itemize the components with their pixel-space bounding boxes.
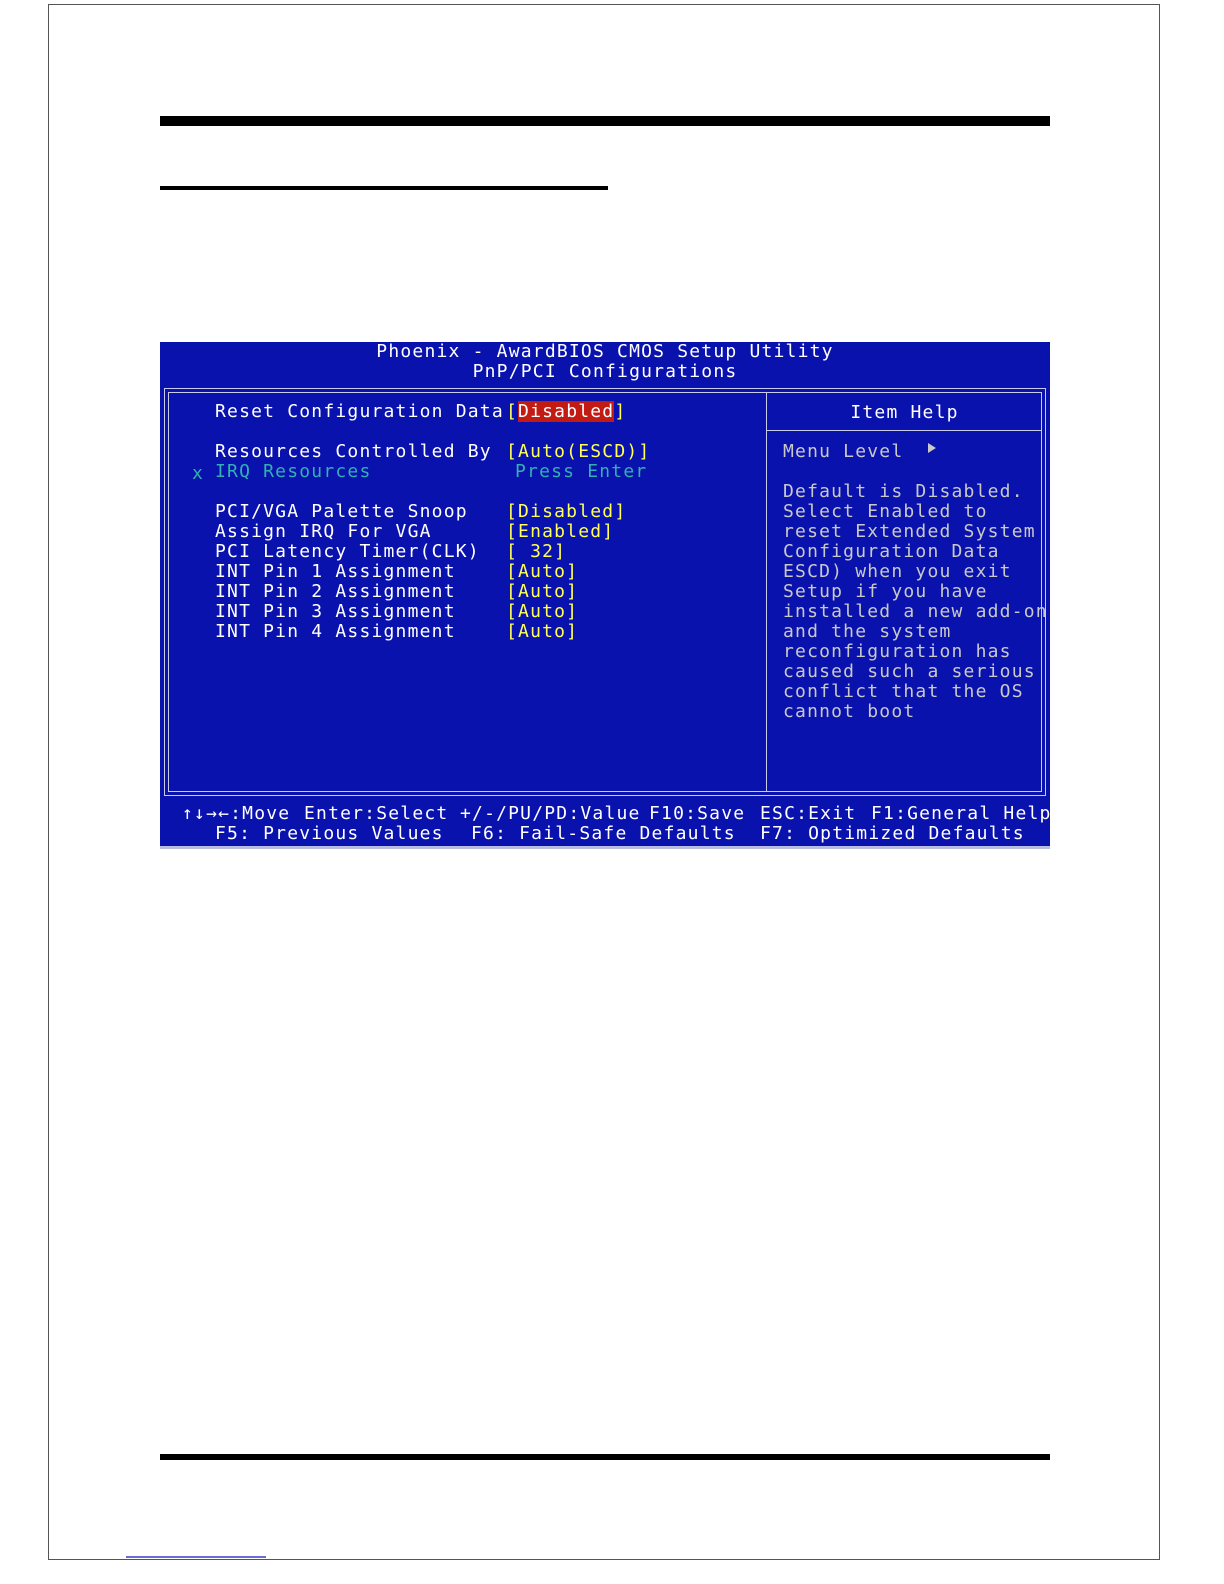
- key-hint-optimized-defaults: F7: Optimized Defaults: [760, 823, 1025, 844]
- help-line: ESCD) when you exit: [783, 561, 1012, 582]
- section-title-underline: [160, 186, 608, 190]
- key-hint-failsafe-defaults: F6: Fail-Safe Defaults: [471, 823, 736, 844]
- key-hint-exit: ESC:Exit: [760, 803, 857, 824]
- bios-bottom-edge: [160, 846, 1050, 849]
- setting-label-int-pin-4: INT Pin 4 Assignment: [215, 621, 456, 642]
- setting-label-reset-config: Reset Configuration Data: [215, 401, 504, 422]
- setting-label-int-pin-3: INT Pin 3 Assignment: [215, 601, 456, 622]
- setting-value-assign-irq-vga[interactable]: [Enabled]: [506, 521, 615, 542]
- key-hint-previous-values: F5: Previous Values: [215, 823, 444, 844]
- setting-value-int-pin-4[interactable]: [Auto]: [506, 621, 579, 642]
- setting-label-int-pin-1: INT Pin 1 Assignment: [215, 561, 456, 582]
- setting-label-resources-controlled: Resources Controlled By: [215, 441, 492, 462]
- setting-value-reset-config[interactable]: [506, 402, 626, 422]
- right-triangle-icon: [928, 443, 936, 453]
- bios-screen: [160, 342, 1050, 846]
- setting-value-int-pin-2[interactable]: [Auto]: [506, 581, 579, 602]
- key-hint-value: +/-/PU/PD:Value: [460, 803, 641, 824]
- setting-value-int-pin-1[interactable]: [Auto]: [506, 561, 579, 582]
- help-line: reset Extended System: [783, 521, 1036, 542]
- setting-value-resources-controlled[interactable]: [Auto(ESCD)]: [506, 441, 651, 462]
- setting-value-irq-resources: Press Enter: [515, 461, 648, 482]
- help-title-divider: [767, 430, 1042, 431]
- help-line: installed a new add-on: [783, 601, 1048, 622]
- key-hint-general-help: F1:General Help: [871, 803, 1052, 824]
- footer-rule: [160, 1454, 1050, 1460]
- unavailable-mark: x: [192, 463, 205, 484]
- help-line: Setup if you have: [783, 581, 988, 602]
- help-line: Select Enabled to: [783, 501, 988, 522]
- key-hint-move: ↑↓→←:Move: [182, 803, 291, 824]
- menu-level-label: Menu Level: [783, 441, 904, 462]
- bios-title: Phoenix - AwardBIOS CMOS Setup Utility: [376, 341, 834, 362]
- header-rule: [160, 116, 1050, 126]
- help-line: Default is Disabled.: [783, 481, 1024, 502]
- setting-label-int-pin-2: INT Pin 2 Assignment: [215, 581, 456, 602]
- help-line: caused such a serious: [783, 661, 1036, 682]
- help-line: reconfiguration has: [783, 641, 1012, 662]
- value-bracket-open: [: [506, 401, 519, 422]
- help-line: Configuration Data: [783, 541, 1000, 562]
- bios-subtitle: PnP/PCI Configurations: [472, 361, 738, 382]
- setting-label-latency-timer: PCI Latency Timer(CLK): [215, 541, 480, 562]
- item-help-title: Item Help: [850, 402, 959, 423]
- setting-value-palette-snoop[interactable]: [Disabled]: [506, 501, 627, 522]
- key-hint-select: Enter:Select: [304, 803, 449, 824]
- selected-value-highlight[interactable]: Disabled: [518, 401, 615, 422]
- setting-label-palette-snoop: PCI/VGA Palette Snoop: [215, 501, 468, 522]
- setting-label-assign-irq-vga: Assign IRQ For VGA: [215, 521, 432, 542]
- help-line: cannot boot: [783, 701, 916, 722]
- value-bracket-close: ]: [614, 401, 627, 422]
- footer-underline: [126, 1556, 266, 1558]
- help-line: and the system: [783, 621, 952, 642]
- setting-value-latency-timer[interactable]: [ 32]: [506, 541, 567, 562]
- setting-value-int-pin-3[interactable]: [Auto]: [506, 601, 579, 622]
- setting-label-irq-resources: IRQ Resources: [215, 461, 372, 482]
- column-divider: [766, 392, 767, 792]
- key-hint-save: F10:Save: [649, 803, 746, 824]
- help-line: conflict that the OS: [783, 681, 1024, 702]
